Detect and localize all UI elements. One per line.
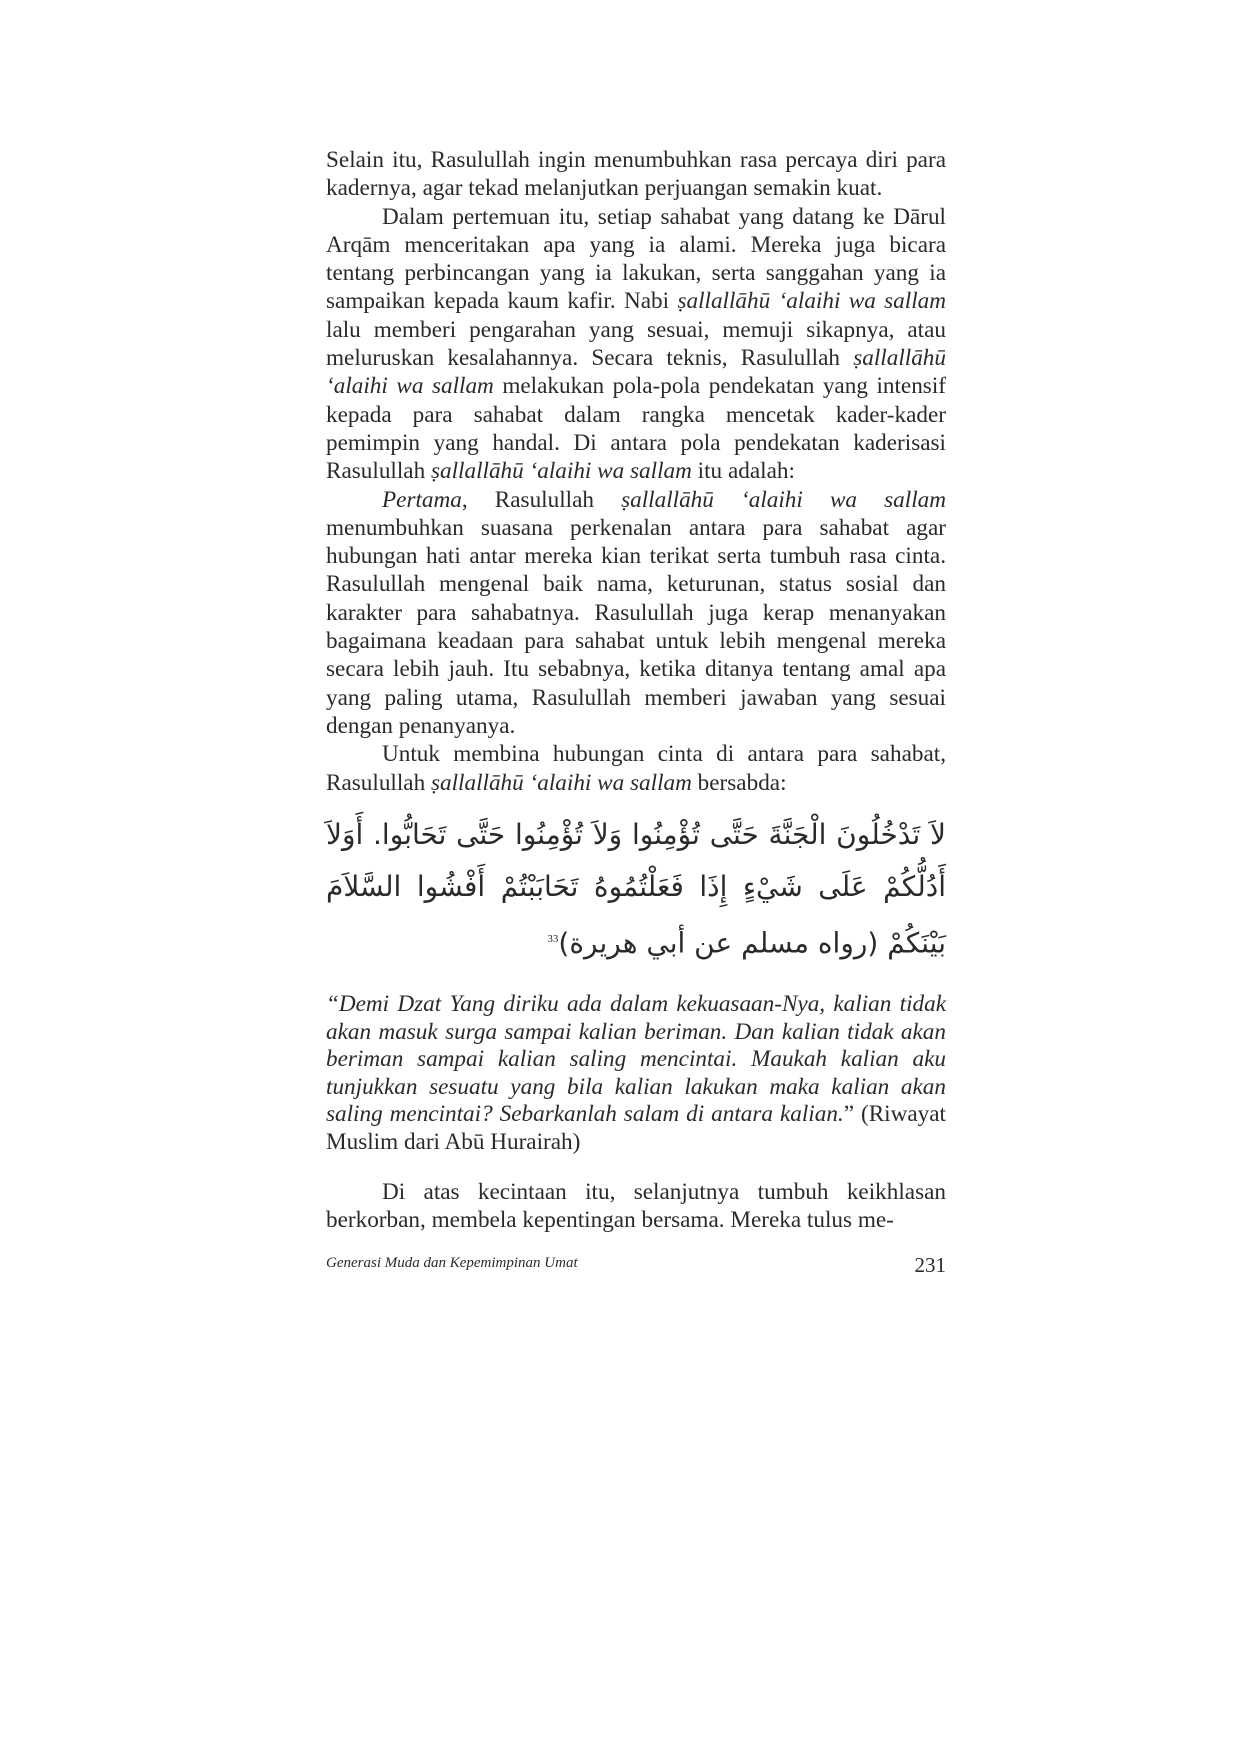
- hadith-translation: [326, 991, 946, 1156]
- translation-citation: ” (Riwayat Muslim dari Abū Hurairah): [326, 1101, 946, 1155]
- paragraph-text: , Rasulullah: [461, 486, 622, 513]
- paragraph-text: melakukan pola-pola pendekatan yang intensif kepada para sahabat dalam rangka mencetak kader-kader pemimpin yang handal. Di antara pola pendekatan kaderisasi Rasulullah: [326, 373, 946, 485]
- translation-italic-text: “Demi Dzat Yang diriku ada dalam kekuasaan-Nya, kalian tidak akan masuk surga sampai kalian beriman. Dan kalian tidak akan beriman sampai kalian saling mencintai. Maukah kalian aku tunjukkan sesuatu yang bila kalian lakukan maka kalian akan saling mencintai? Sebarkanlah salam di antara kalian.: [326, 991, 946, 1128]
- paragraph-text: lalu memberi pengarahan yang sesuai, memuji sikapnya, atau meluruskan kesalahannya. Secara teknis, Rasulullah: [326, 316, 946, 372]
- page-footer: [326, 1253, 946, 1281]
- page-number: 231: [914, 1253, 946, 1277]
- paragraph-text: Di atas kecintaan itu, selanjutnya tumbuh keikhlasan berkorban, membela kepentingan bersama. Mereka tulus me-: [326, 1179, 946, 1234]
- term-italic: Pertama: [382, 486, 462, 513]
- paragraph-pertama: [326, 486, 946, 741]
- page-body: [326, 146, 946, 1235]
- paragraph-intro: [326, 146, 946, 203]
- footnote-reference[interactable]: 33: [547, 932, 559, 945]
- arabic-hadith-text: لاَ تَدْخُلُونَ الْجَنَّةَ حَتَّى تُؤْمِنُوا وَلاَ تُؤْمِنُوا حَتَّى تَحَابُّوا. أَوَلاَ أَدُلُّكُمْ عَلَى شَيْءٍ إِذَا فَعَلْتُمُوهُ تَحَابَبْتُمْ أَفْشُوا السَّلاَمَ بَيْنَكُمْ (رواه مسلم عن أبي هريرة): [326, 817, 946, 960]
- honorific-italic: ṣallallāhū ‘alaihi wa sallam: [430, 458, 692, 485]
- honorific-italic: ṣallallāhū ‘alaihi wa sallam: [326, 345, 946, 400]
- paragraph-text: bersabda:: [691, 769, 787, 796]
- paragraph-text: Selain itu, Rasulullah ingin menumbuhkan rasa percaya diri para kadernya, agar tekad melanjutkan perjuangan semakin kuat.: [326, 147, 946, 202]
- paragraph-text: menumbuhkan suasana perkenalan antara para sahabat agar hubungan hati antar mereka kian terikat serta tumbuh rasa cinta. Rasulullah mengenal baik nama, keturunan, status sosial dan karakter para sahabatnya. Rasulullah juga kerap menanyakan bagaimana keadaan para sahabat untuk lebih mengenal mereka secara lebih jauh. Itu sebabnya, ketika ditanya tentang amal apa yang paling utama, Rasulullah memberi jawaban yang sesuai dengan penanyanya.: [326, 514, 946, 739]
- paragraph-text: itu adalah:: [691, 458, 795, 485]
- paragraph-darul-arqam: [326, 203, 946, 486]
- paragraph-text: Dalam pertemuan itu, setiap sahabat yang datang ke Dārul Arqām menceritakan apa yang ia alami. Mereka juga bicara tentang perbincangan yang ia lakukan, serta sanggahan yang ia sampaikan kepada kaum kafir. Nabi: [326, 203, 946, 315]
- honorific-italic: ṣallallāhū ‘alaihi wa sallam: [677, 288, 946, 315]
- paragraph-continuation: [326, 1178, 946, 1235]
- honorific-italic: ṣallallāhū ‘alaihi wa sallam: [621, 486, 946, 513]
- honorific-italic: ṣallallāhū ‘alaihi wa sallam: [430, 769, 692, 796]
- arabic-hadith: [326, 809, 946, 969]
- paragraph-text: Untuk membina hubungan cinta di antara para sahabat, Rasulullah: [326, 741, 946, 796]
- paragraph-hadith-intro: [326, 740, 946, 797]
- running-footer-title: Generasi Muda dan Kepemimpinan Umat: [326, 1255, 578, 1271]
